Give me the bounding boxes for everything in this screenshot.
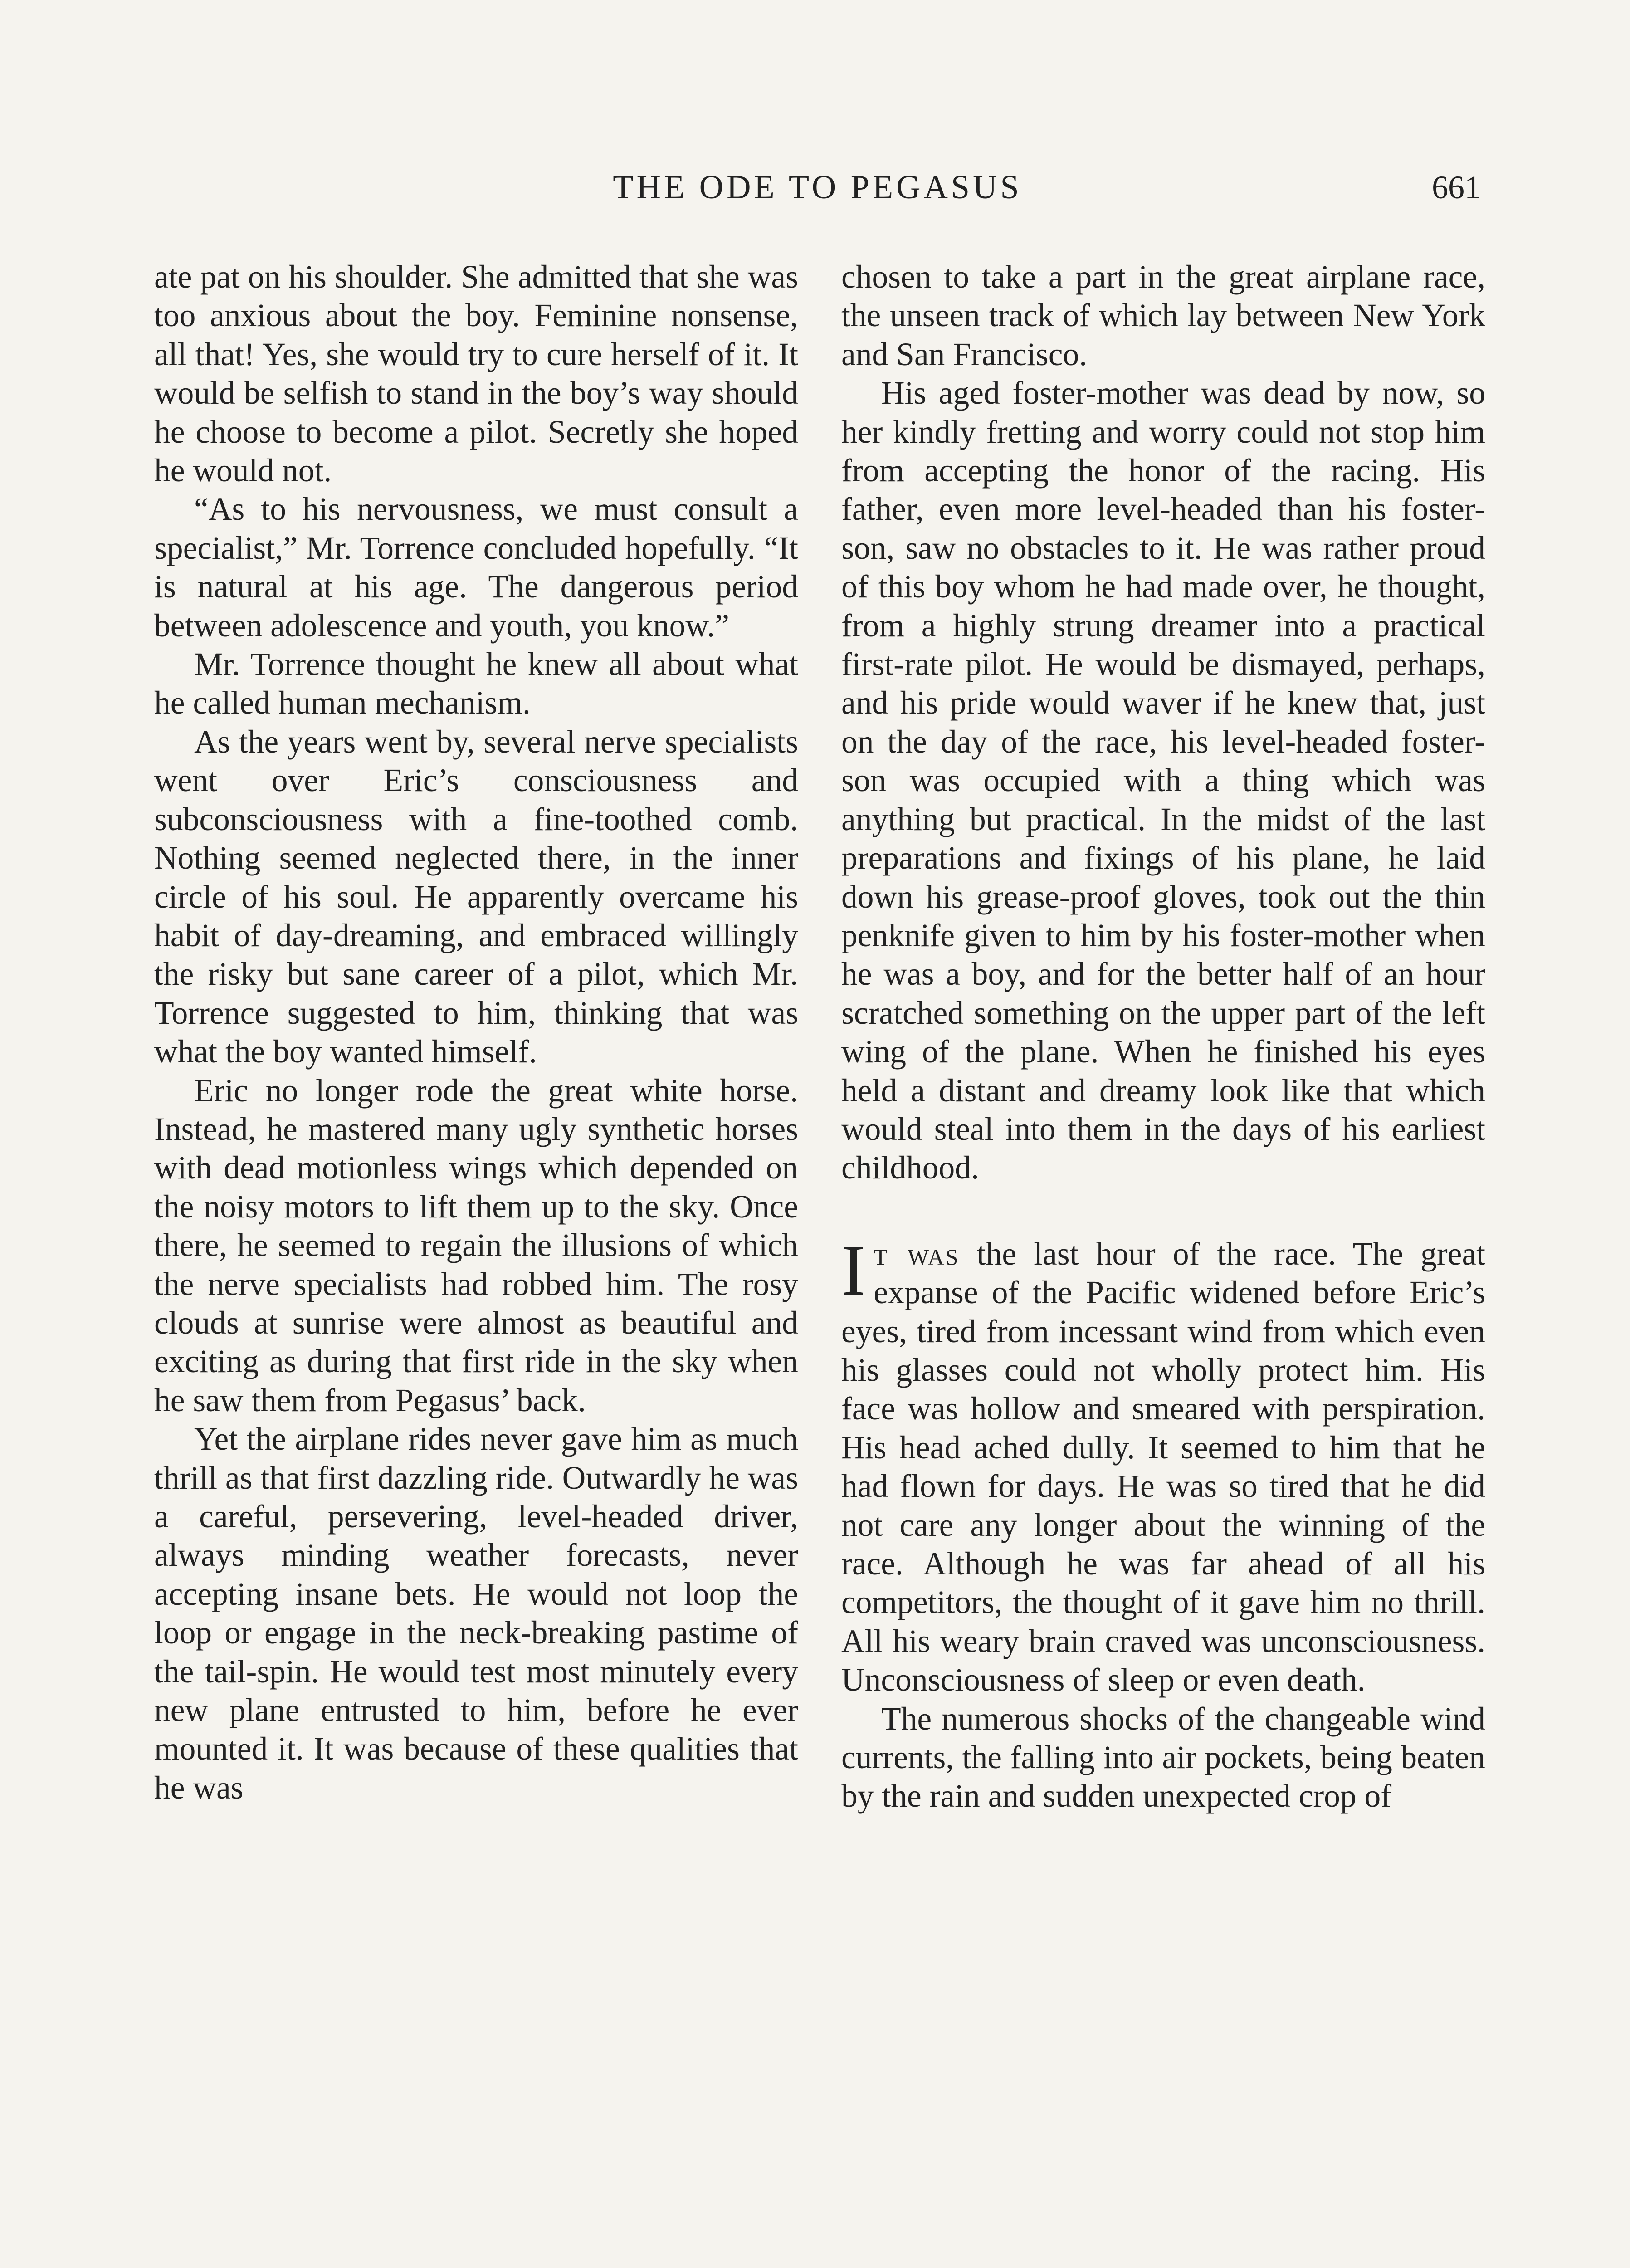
drop-cap: I [841, 1229, 866, 1310]
paragraph: ate pat on his shoulder. She admitted that she was too anxious about the boy. Feminine nonsense, all that! Yes, she would try to cure herself of it. It would be selfish to stand in the boy’s way should he choose to become a pilot. Secretly she hoped he would not. [154, 259, 798, 489]
section-opening-paragraph [841, 1229, 1486, 1700]
paragraph: The numerous shocks of the changeable wind currents, the falling into air pockets, being beaten by the rain and sudden unexpected crop of [841, 1701, 1485, 1814]
page-header [154, 167, 1481, 217]
small-caps-lead: t was [874, 1236, 960, 1272]
paragraph: chosen to take a part in the great airplane race, the unseen track of which lay between New York and San Francisco. [841, 259, 1485, 372]
paragraph-text: the last hour of the race. The great expanse of the Pacific widened before Eric’s eyes, tired from incessant wind from which even his glasses could not wholly protect him. His face was hollow and smeared with perspiration. His head ached dully. It seemed to him that he had flown for days. He was so tired that he did not care any longer about the winning of the race. Although he was far ahead of all his competitors, the thought of it gave him no thrill. All his weary brain craved was unconsciousness. Unconsciousness of sleep or even death. [841, 1236, 1486, 1698]
right-column [841, 258, 1485, 1816]
paragraph: As the years went by, several nerve specialists went over Eric’s consciousness and subconsciousness with a fine-toothed comb. Nothing seemed neglected there, in the inner circle of his soul. He apparently overcame his habit of day-dreaming, and embraced willingly the risky but sane career of a pilot, which Mr. Torrence suggested to him, thinking that was what the boy wanted himself. [154, 723, 798, 1070]
paragraph: Mr. Torrence thought he knew all about what he called human mechanism. [154, 646, 798, 721]
paragraph: His aged foster-mother was dead by now, so her kindly fretting and worry could not stop him from accepting the honor of the racing. His father, even more level-headed than his foster-son, saw no obstacles to it. He was rather proud of this boy whom he had made over, he thought, from a highly strung dreamer into a practical first-rate pilot. He would be dismayed, perhaps, and his pride would waver if he knew that, just on the day of the race, his level-headed foster-son was occupied with a thing which was anything but practical. In the midst of the last preparations and fixings of his plane, he laid down his grease-proof gloves, took out the thin penknife given to him by his foster-mother when he was a boy, and for the better half of an hour scratched something on the upper part of the left wing of the plane. When he finished his eyes held a distant and dreamy look like that which would steal into them in the days of his earliest childhood. [841, 375, 1485, 1186]
paragraph: “As to his nervousness, we must consult a specialist,” Mr. Torrence concluded hopefully. “It is natural at his age. The dangerous period between adolescence and youth, you know.” [154, 491, 798, 644]
paragraph: Eric no longer rode the great white horse. Instead, he mastered many ugly synthetic horses with dead motionless wings which depended on the noisy motors to lift them up to the sky. Once there, he seemed to regain the illusions of which the nerve specialists had robbed him. The rosy clouds at sunrise were almost as beautiful and exciting as during that first ride in the sky when he saw them from Pegasus’ back. [154, 1072, 798, 1418]
left-column [154, 258, 798, 1807]
paragraph: Yet the airplane rides never gave him as much thrill as that first dazzling ride. Outwardly he was a careful, persevering, level-headed driver, always minding weather forecasts, never accepting insane bets. He would not loop the loop or engage in the neck-breaking pastime of the tail-spin. He would test most minutely every new plane entrusted to him, before he ever mounted it. It was because of these qualities that he was [154, 1421, 798, 1806]
page-number: 661 [1432, 169, 1481, 205]
running-title: THE ODE TO PEGASUS [613, 169, 1022, 206]
section-break [841, 1188, 1485, 1235]
